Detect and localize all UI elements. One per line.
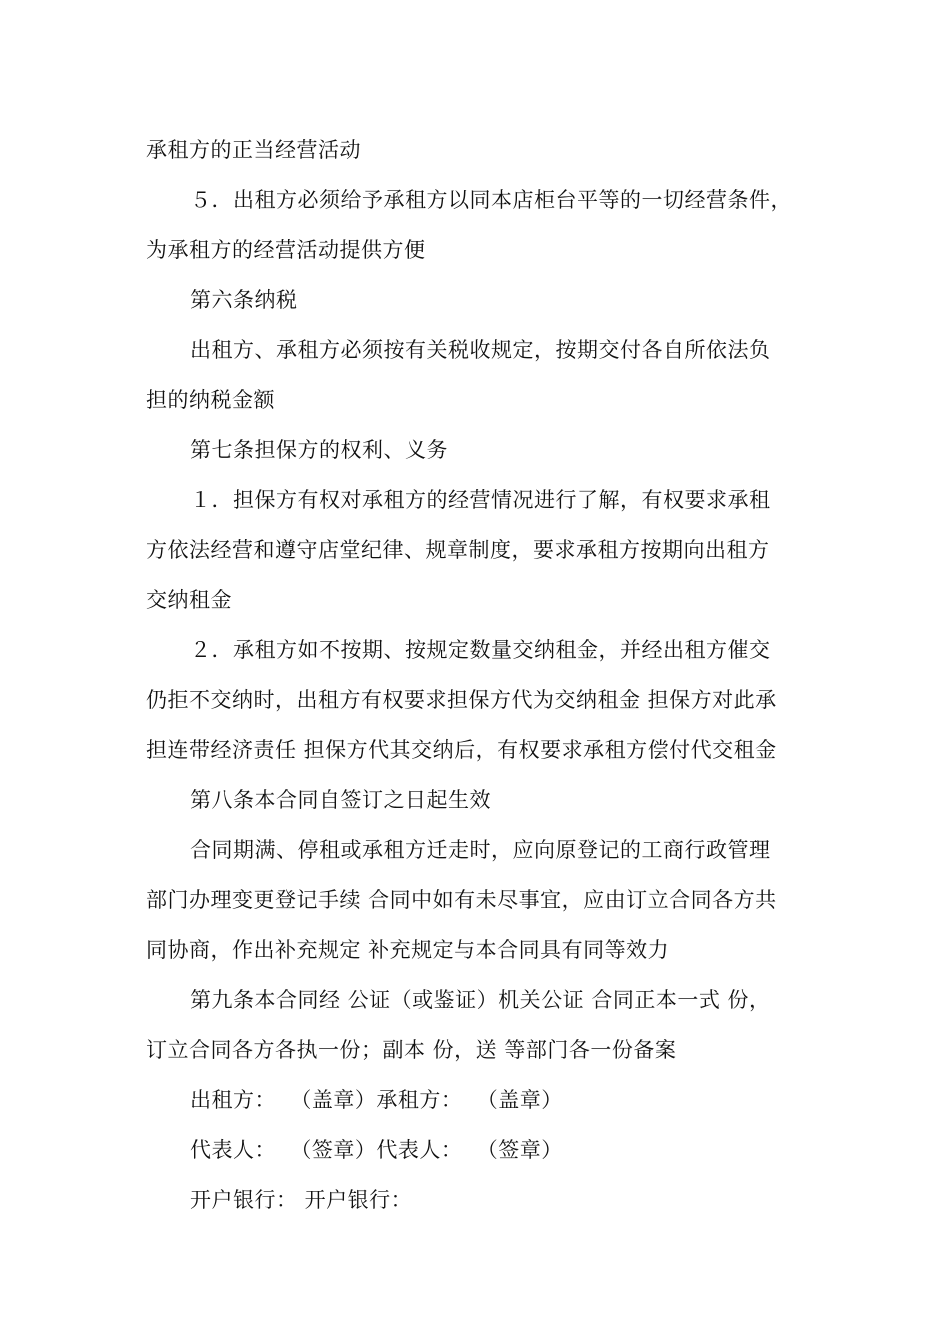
section-heading: 第八条本合同自签订之日起生效 bbox=[190, 788, 491, 812]
text-line: 为承租方的经营活动提供方便 bbox=[146, 238, 426, 262]
text-line: 同协商，作出补充规定 补充规定与本合同具有同等效力 bbox=[146, 938, 670, 962]
text-line: 担连带经济责任 担保方代其交纳后，有权要求承租方偿付代交租金 bbox=[146, 738, 777, 762]
section-heading: 第九条本合同经 公证（或鉴证）机关公证 合同正本一式 份， bbox=[190, 988, 771, 1012]
section-heading: 第六条纳税 bbox=[190, 288, 298, 312]
text-line: 承租方的正当经营活动 bbox=[146, 138, 361, 162]
text-line: 订立合同各方各执一份；副本 份，送 等部门各一份备案 bbox=[146, 1038, 677, 1062]
text-line: 方依法经营和遵守店堂纪律、规章制度，要求承租方按期向出租方 bbox=[146, 538, 770, 562]
text-line: ５．出租方必须给予承租方以同本店柜台平等的一切经营条件， bbox=[190, 188, 792, 212]
text-line: 仍拒不交纳时，出租方有权要求担保方代为交纳租金 担保方对此承 bbox=[146, 688, 777, 712]
text-line: ２．承租方如不按期、按规定数量交纳租金，并经出租方催交 bbox=[190, 638, 771, 662]
text-line: 出租方、承租方必须按有关税收规定，按期交付各自所依法负 bbox=[190, 338, 771, 362]
signature-line-lessor: 出租方： （盖章）承租方： （盖章） bbox=[190, 1088, 563, 1112]
text-line: 部门办理变更登记手续 合同中如有未尽事宜，应由订立合同各方共 bbox=[146, 888, 777, 912]
text-line: １．担保方有权对承租方的经营情况进行了解，有权要求承租 bbox=[190, 488, 771, 512]
text-line: 合同期满、停租或承租方迁走时，应向原登记的工商行政管理 bbox=[190, 838, 771, 862]
signature-line-representative: 代表人： （签章）代表人： （签章） bbox=[190, 1138, 563, 1162]
text-line: 担的纳税金额 bbox=[146, 388, 275, 412]
signature-line-bank: 开户银行： 开户银行： bbox=[190, 1188, 413, 1212]
section-heading: 第七条担保方的权利、义务 bbox=[190, 438, 448, 462]
text-line: 交纳租金 bbox=[146, 588, 232, 612]
